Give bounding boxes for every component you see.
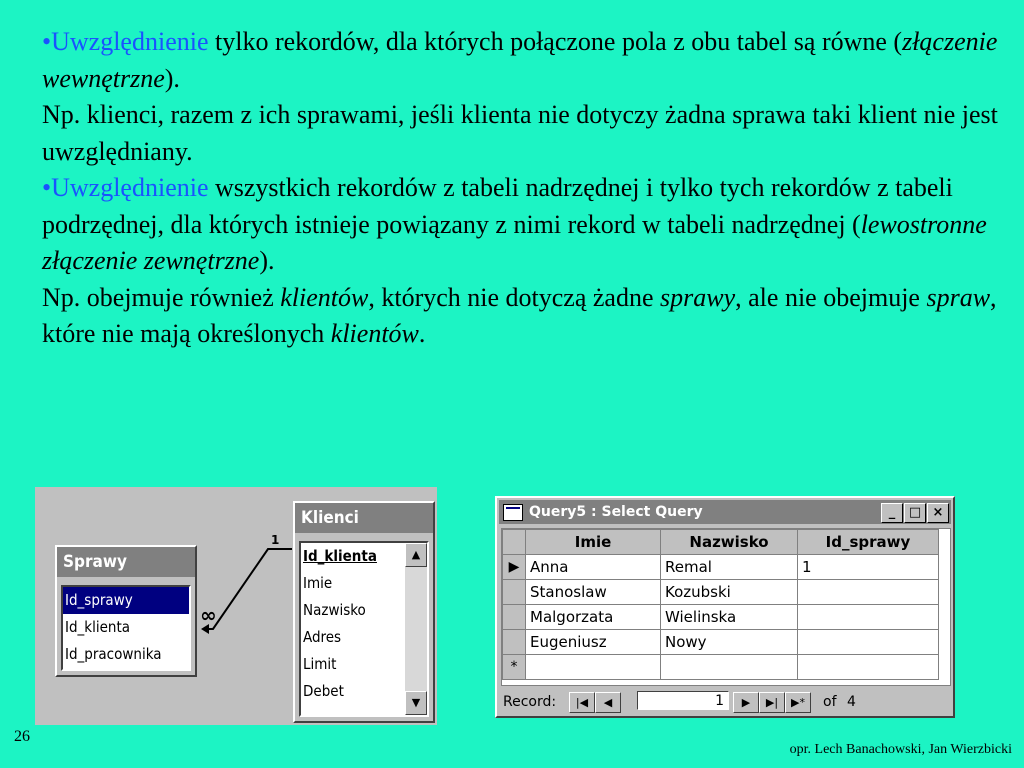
table-title[interactable]: Klienci [295, 503, 433, 533]
current-record-icon[interactable]: ▶ [503, 555, 526, 580]
cell[interactable] [661, 655, 798, 680]
query-window [495, 496, 955, 718]
close-button[interactable]: × [927, 503, 949, 523]
cell[interactable]: Remal [661, 555, 798, 580]
text-segment: , które nie mają określonych [42, 282, 997, 348]
many-label: ∞ [200, 603, 217, 627]
field-list [61, 585, 191, 671]
paragraph-inner-join [42, 24, 1002, 97]
text-segment: wszystkich rekordów z tabeli nadrzędnej i tylko tych rekordów z tabeli podrzędnej, dla których istnieje powiązany z nimi rekord w tabeli nadrzędnej ( [42, 173, 953, 239]
cell[interactable]: Wielinska [661, 605, 798, 630]
record-label: Record: [503, 694, 557, 710]
table-sprawy[interactable] [55, 545, 197, 677]
cell[interactable]: Eugeniusz [526, 630, 661, 655]
column-header[interactable]: Imie [526, 530, 661, 555]
field-item[interactable]: Id_klienta [65, 618, 131, 636]
paragraph-left-join [42, 170, 1002, 280]
page-number: 26 [14, 728, 30, 745]
window-title: Query5 : Select Query [529, 504, 703, 520]
next-record-icon[interactable]: ▶ [733, 692, 759, 713]
table-row[interactable] [503, 630, 939, 655]
field-list [299, 541, 429, 717]
previous-record-icon[interactable]: ◀ [595, 692, 621, 713]
emphasis-term: spraw [926, 282, 991, 312]
field-item[interactable]: Id_sprawy [63, 587, 189, 614]
text-segment: , ale nie obejmuje [735, 282, 927, 312]
scroll-up-icon[interactable]: ▲ [405, 543, 427, 567]
table-row[interactable] [503, 555, 939, 580]
highlight-term: Uwzględnienie [51, 27, 209, 56]
new-record-icon[interactable]: * [503, 655, 526, 680]
text-segment: , których nie dotyczą żadne [368, 282, 661, 312]
text-segment: ). [259, 246, 275, 275]
table-row[interactable] [503, 580, 939, 605]
header-row [503, 530, 939, 555]
cell[interactable]: 1 [798, 555, 939, 580]
cell[interactable]: Stanoslaw [526, 580, 661, 605]
field-item[interactable]: Adres [303, 628, 342, 646]
slide-text [42, 24, 1002, 353]
new-record-row[interactable] [503, 655, 939, 680]
first-record-icon[interactable]: |◀ [569, 692, 595, 713]
paragraph-example-2 [42, 280, 1002, 353]
field-item[interactable]: Nazwisko [303, 601, 366, 619]
field-item[interactable]: Limit [303, 655, 337, 673]
text-segment: Np. obejmuje również [42, 282, 281, 312]
cell[interactable] [798, 655, 939, 680]
cell[interactable]: Kozubski [661, 580, 798, 605]
of-label: of [823, 694, 837, 710]
cell[interactable] [798, 580, 939, 605]
highlight-term: Uwzględnienie [51, 173, 209, 202]
maximize-button[interactable]: □ [904, 503, 926, 523]
table-row[interactable] [503, 605, 939, 630]
field-item[interactable]: Debet [303, 682, 344, 700]
column-header[interactable]: Id_sprawy [798, 530, 939, 555]
datasheet-icon [503, 504, 523, 521]
text-segment: ). [164, 63, 180, 93]
window-title-bar[interactable] [499, 500, 951, 524]
one-label: 1 [271, 533, 280, 547]
field-item[interactable]: Id_klienta [303, 547, 377, 565]
table-klienci[interactable] [293, 501, 435, 723]
field-item[interactable]: Imie [303, 574, 333, 592]
record-navigator [501, 690, 949, 714]
scrollbar[interactable] [405, 543, 427, 715]
corner-cell[interactable] [503, 530, 526, 555]
new-record-nav-icon[interactable]: ▶* [785, 692, 811, 713]
cell[interactable] [798, 605, 939, 630]
last-record-icon[interactable]: ▶| [759, 692, 785, 713]
row-selector[interactable] [503, 580, 526, 605]
cell[interactable]: Malgorzata [526, 605, 661, 630]
row-selector[interactable] [503, 630, 526, 655]
record-total: 4 [847, 694, 856, 710]
author-credit: opr. Lech Banachowski, Jan Wierzbicki [789, 742, 1012, 757]
text-segment: tylko rekordów, dla których połączone pola z obu tabel są równe ( [208, 27, 903, 56]
row-selector[interactable] [503, 605, 526, 630]
relationships-panel [35, 487, 437, 725]
emphasis-term: złączenie wewnętrzne [42, 27, 998, 93]
minimize-button[interactable]: _ [881, 503, 903, 523]
paragraph-example-1: Np. klienci, razem z ich sprawami, jeśli klienta nie dotyczy żadna sprawa taki klient nie jest uwzględniany. [42, 100, 998, 166]
text-segment: . [418, 319, 426, 348]
record-number-input[interactable]: 1 [637, 691, 729, 710]
cell[interactable] [798, 630, 939, 655]
bullet: • [42, 173, 52, 202]
cell[interactable]: Anna [526, 555, 661, 580]
cell[interactable] [526, 655, 661, 680]
datasheet-grid [501, 528, 951, 686]
cell[interactable]: Nowy [661, 630, 798, 655]
emphasis-term: klientów [280, 282, 369, 312]
emphasis-term: klientów [330, 319, 419, 348]
column-header[interactable]: Nazwisko [661, 530, 798, 555]
bullet: • [42, 27, 52, 56]
table-title[interactable]: Sprawy [57, 547, 195, 577]
emphasis-term: sprawy [660, 282, 736, 312]
field-item[interactable]: Id_pracownika [65, 645, 162, 663]
scroll-down-icon[interactable]: ▼ [405, 691, 427, 715]
emphasis-term: lewostronne złączenie zewnętrzne [42, 209, 987, 275]
